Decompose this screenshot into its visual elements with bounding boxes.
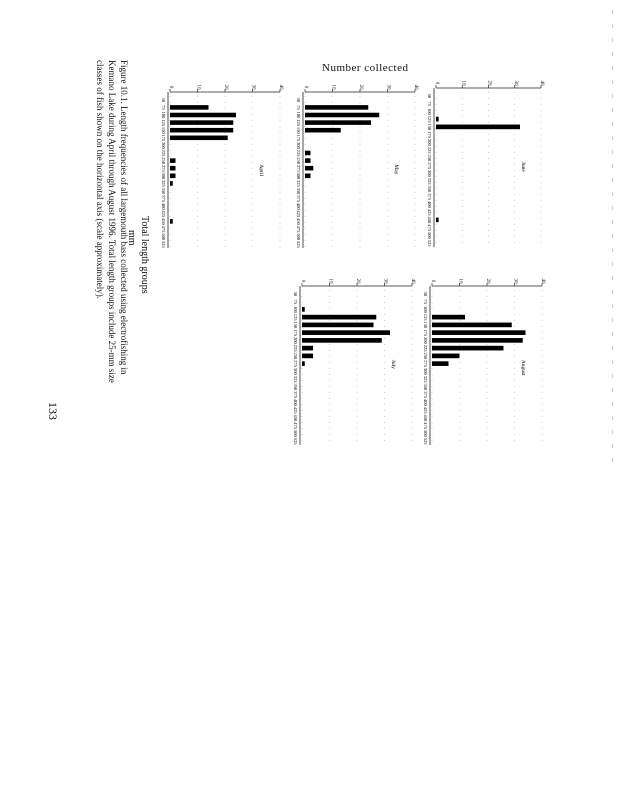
length-tick-label: 50: [293, 291, 298, 297]
length-tick-label: 200: [296, 142, 301, 149]
scan-edge-mark: [612, 430, 613, 434]
length-tick-label: 350: [293, 383, 298, 391]
length-tick-label: 450: [423, 414, 428, 422]
scan-edge-mark: [612, 66, 613, 70]
scan-edge-mark: [612, 10, 613, 14]
length-tick-label: 100: [427, 108, 432, 115]
length-tick-label: 375: [161, 195, 166, 202]
bar: [170, 128, 233, 133]
length-tick-label: 175: [161, 134, 166, 142]
length-tick-label: 450: [296, 218, 301, 225]
count-tick-label: 40: [539, 80, 544, 86]
bar: [170, 158, 176, 163]
length-tick-label: 200: [427, 139, 432, 146]
length-tick-label: 250: [296, 157, 301, 164]
length-tick-label: 500: [427, 232, 432, 239]
bar: [302, 361, 305, 366]
scan-edge-mark: [612, 346, 613, 350]
length-tick-label: 250: [423, 352, 428, 360]
length-tick-label: 425: [427, 208, 432, 216]
scan-edge-mark: [612, 290, 613, 294]
bar: [170, 219, 173, 224]
count-tick-label: 30: [382, 278, 388, 284]
scan-edge-mark: [612, 52, 613, 56]
length-tick-label: 100: [296, 111, 301, 119]
scan-edge-mark: [612, 136, 613, 140]
figure-caption: Figure 10.1. Length frequencies of all largemouth bass collected using electrofishing in Kemano Lake during April through August 1996. Total length groups include 25-mm size classes of fish shown on the horizontal axis (scale approximately).: [95, 60, 129, 383]
count-tick-label: 0: [300, 279, 305, 283]
count-tick-label: 10: [195, 84, 201, 90]
length-tick-label: 75: [427, 101, 432, 106]
scan-edge-mark: [612, 192, 613, 196]
x-axis-unit: mm: [126, 230, 137, 246]
length-tick-label: 475: [293, 422, 298, 429]
length-tick-label: 425: [293, 406, 298, 414]
scan-edge-mark: [612, 248, 613, 252]
length-tick-label: 325: [423, 375, 428, 383]
panel-month-label: May: [393, 164, 400, 175]
figure-title: Number collected: [322, 62, 409, 74]
scan-edge-mark: [612, 122, 613, 126]
length-tick-label: 375: [427, 193, 432, 200]
scan-edge-mark: [612, 178, 613, 182]
length-tick-label: 275: [427, 162, 432, 169]
length-tick-label: 300: [161, 172, 166, 180]
scan-edge-mark: [612, 458, 613, 462]
scan-edge-mark: [612, 24, 613, 28]
length-tick-label: 250: [427, 154, 432, 162]
length-tick-label: 75: [423, 299, 428, 304]
bar: [432, 330, 526, 335]
count-tick-label: 30: [250, 84, 256, 90]
bar: [305, 158, 311, 163]
length-tick-label: 275: [293, 360, 298, 367]
bar: [432, 346, 504, 351]
length-tick-label: 450: [293, 414, 298, 422]
length-tick-label: 50: [296, 97, 301, 103]
count-tick-label: 40: [413, 84, 418, 90]
length-tick-label: 300: [293, 368, 298, 375]
length-tick-label: 525: [423, 437, 428, 445]
length-tick-label: 475: [423, 422, 428, 429]
bar: [432, 361, 449, 366]
length-tick-label: 225: [427, 146, 432, 154]
length-tick-label: 225: [296, 149, 301, 157]
bar: [436, 117, 439, 122]
length-tick-label: 400: [423, 399, 428, 406]
length-tick-label: 275: [296, 164, 301, 172]
panel-month-label: August: [520, 359, 527, 376]
count-tick-label: 20: [486, 80, 492, 86]
x-axis-label: [139, 216, 150, 294]
length-tick-label: 325: [427, 177, 432, 185]
scan-edge-mark: [612, 402, 613, 406]
length-tick-label: 200: [423, 337, 428, 344]
length-tick-label: 275: [423, 360, 428, 367]
length-tick-label: 525: [296, 240, 301, 248]
length-tick-label: 225: [293, 344, 298, 352]
bar: [432, 323, 512, 328]
count-tick-label: 20: [358, 84, 363, 90]
scan-edge-mark: [612, 416, 613, 420]
length-tick-label: 75: [296, 105, 301, 110]
bar: [302, 315, 376, 320]
length-tick-label: 425: [423, 406, 428, 414]
length-tick-label: 150: [296, 126, 301, 134]
length-tick-label: 250: [293, 352, 298, 360]
panel-may: [296, 85, 418, 249]
length-tick-label: 400: [296, 202, 301, 210]
scan-edge-mark: [612, 374, 613, 378]
length-tick-label: 200: [161, 142, 166, 149]
length-tick-label: 50: [423, 291, 428, 297]
bar: [305, 113, 379, 118]
count-tick-label: 40: [540, 278, 545, 284]
count-tick-label: 30: [385, 84, 391, 90]
length-tick-label: 125: [293, 313, 298, 321]
length-tick-label: 225: [161, 149, 166, 157]
length-tick-label: 325: [293, 375, 298, 383]
length-tick-label: 225: [423, 344, 428, 352]
bar: [305, 128, 341, 133]
length-tick-label: 75: [161, 105, 166, 110]
scan-edge-mark: [612, 150, 613, 154]
length-tick-label: 400: [161, 202, 166, 210]
length-tick-label: 325: [161, 180, 166, 187]
panel-april: [161, 85, 283, 249]
count-tick-label: 10: [457, 278, 463, 284]
scan-edge-mark: [612, 318, 613, 322]
scan-edge-mark: [612, 164, 613, 168]
bar: [302, 354, 313, 359]
length-tick-label: 525: [161, 240, 166, 248]
scan-edge-mark: [612, 234, 613, 238]
scan-edge-mark: [612, 94, 613, 98]
scan-edge-mark: [612, 38, 613, 42]
length-tick-label: 525: [293, 437, 298, 445]
length-tick-label: 150: [293, 321, 298, 329]
length-tick-label: 350: [427, 185, 432, 193]
scan-edge-mark: [612, 332, 613, 336]
bar: [170, 120, 233, 125]
scan-edge-mark: [612, 388, 613, 392]
scan-edge-mark: [612, 304, 613, 308]
bar: [170, 181, 173, 186]
bar: [305, 151, 311, 156]
count-tick-label: 10: [330, 84, 336, 90]
bar: [432, 315, 465, 320]
length-tick-label: 175: [427, 131, 432, 138]
length-tick-label: 100: [423, 306, 428, 313]
scan-edge-mark: [612, 220, 613, 224]
count-tick-label: 20: [355, 278, 360, 284]
scan-edge-mark: [612, 206, 613, 210]
panel-month-label: June: [520, 161, 527, 172]
page-number: 133: [46, 402, 60, 420]
scan-edge-mark: [612, 80, 613, 84]
length-tick-label: 350: [296, 187, 301, 195]
length-tick-label: 375: [293, 391, 298, 398]
bar: [302, 346, 313, 351]
bar: [436, 218, 439, 223]
length-tick-label: 100: [161, 111, 166, 119]
length-tick-label: 300: [427, 170, 432, 177]
length-tick-label: 175: [293, 329, 298, 336]
length-tick-label: 475: [427, 224, 432, 231]
bar: [305, 120, 371, 125]
length-tick-label: 175: [423, 329, 428, 336]
length-tick-label: 400: [427, 201, 432, 208]
count-tick-label: 0: [168, 85, 173, 89]
length-tick-label: 300: [296, 172, 301, 180]
length-tick-label: 425: [161, 210, 166, 218]
length-tick-label: 150: [427, 123, 432, 131]
scan-edge-mark: [612, 108, 613, 112]
length-tick-label: 500: [161, 233, 166, 240]
bar: [305, 174, 311, 179]
panel-august: [423, 279, 545, 446]
bar: [302, 307, 305, 312]
count-tick-label: 40: [410, 278, 415, 284]
count-tick-label: 0: [430, 279, 435, 283]
length-tick-label: 50: [427, 93, 432, 99]
panel-june: [427, 81, 544, 248]
count-tick-label: 20: [223, 84, 228, 90]
bar: [170, 174, 176, 179]
bar: [170, 136, 228, 141]
scan-edge-mark: [612, 444, 613, 448]
length-tick-label: 350: [161, 187, 166, 195]
length-tick-label: 400: [293, 399, 298, 406]
length-tick-label: 325: [296, 180, 301, 187]
length-tick-label: 150: [161, 126, 166, 134]
count-tick-label: 0: [434, 81, 439, 85]
bar: [170, 105, 209, 110]
count-tick-label: 40: [278, 84, 283, 90]
scan-edge-mark: [612, 360, 613, 364]
length-tick-label: 125: [427, 115, 432, 123]
length-tick-label: 100: [293, 306, 298, 313]
length-tick-label: 250: [161, 157, 166, 164]
length-tick-label: 475: [161, 225, 166, 233]
bar: [302, 323, 374, 328]
count-tick-label: 20: [485, 278, 490, 284]
length-tick-label: 125: [296, 119, 301, 126]
length-tick-label: 200: [293, 337, 298, 344]
length-tick-label: 475: [296, 225, 301, 233]
length-tick-label: 375: [423, 391, 428, 398]
bar: [436, 125, 520, 130]
bar: [302, 338, 382, 343]
bar: [170, 113, 236, 118]
panel-july: [293, 279, 415, 446]
length-tick-label: 425: [296, 210, 301, 218]
bar: [302, 330, 390, 335]
bar: [170, 166, 176, 171]
length-tick-label: 300: [423, 368, 428, 375]
count-tick-label: 30: [512, 278, 518, 284]
length-tick-label: 450: [427, 216, 432, 224]
scan-edge-mark: [612, 276, 613, 280]
length-tick-label: 125: [423, 313, 428, 321]
panel-month-label: April: [258, 164, 265, 177]
bar: [432, 354, 460, 359]
panel-month-label: July: [390, 359, 397, 369]
length-tick-label: 275: [161, 164, 166, 172]
length-tick-label: 125: [161, 119, 166, 126]
length-tick-label: 150: [423, 321, 428, 329]
length-tick-label: 175: [296, 134, 301, 142]
length-tick-label: 50: [161, 97, 166, 103]
length-tick-label: 350: [423, 383, 428, 391]
bar: [305, 105, 368, 110]
length-tick-label: 500: [423, 430, 428, 437]
count-tick-label: 10: [327, 278, 333, 284]
x-axis-label-text: Total length groups: [139, 216, 150, 294]
length-tick-label: 75: [293, 299, 298, 304]
scan-edge-mark: [612, 262, 613, 266]
length-tick-label: 500: [296, 233, 301, 240]
count-tick-label: 30: [512, 80, 518, 86]
length-tick-label: 375: [296, 195, 301, 202]
length-tick-label: 500: [293, 430, 298, 437]
bar: [432, 338, 523, 343]
bar: [305, 166, 313, 171]
length-tick-label: 450: [161, 218, 166, 225]
count-tick-label: 10: [460, 80, 466, 86]
length-tick-label: 525: [427, 239, 432, 247]
count-tick-label: 0: [303, 85, 308, 89]
